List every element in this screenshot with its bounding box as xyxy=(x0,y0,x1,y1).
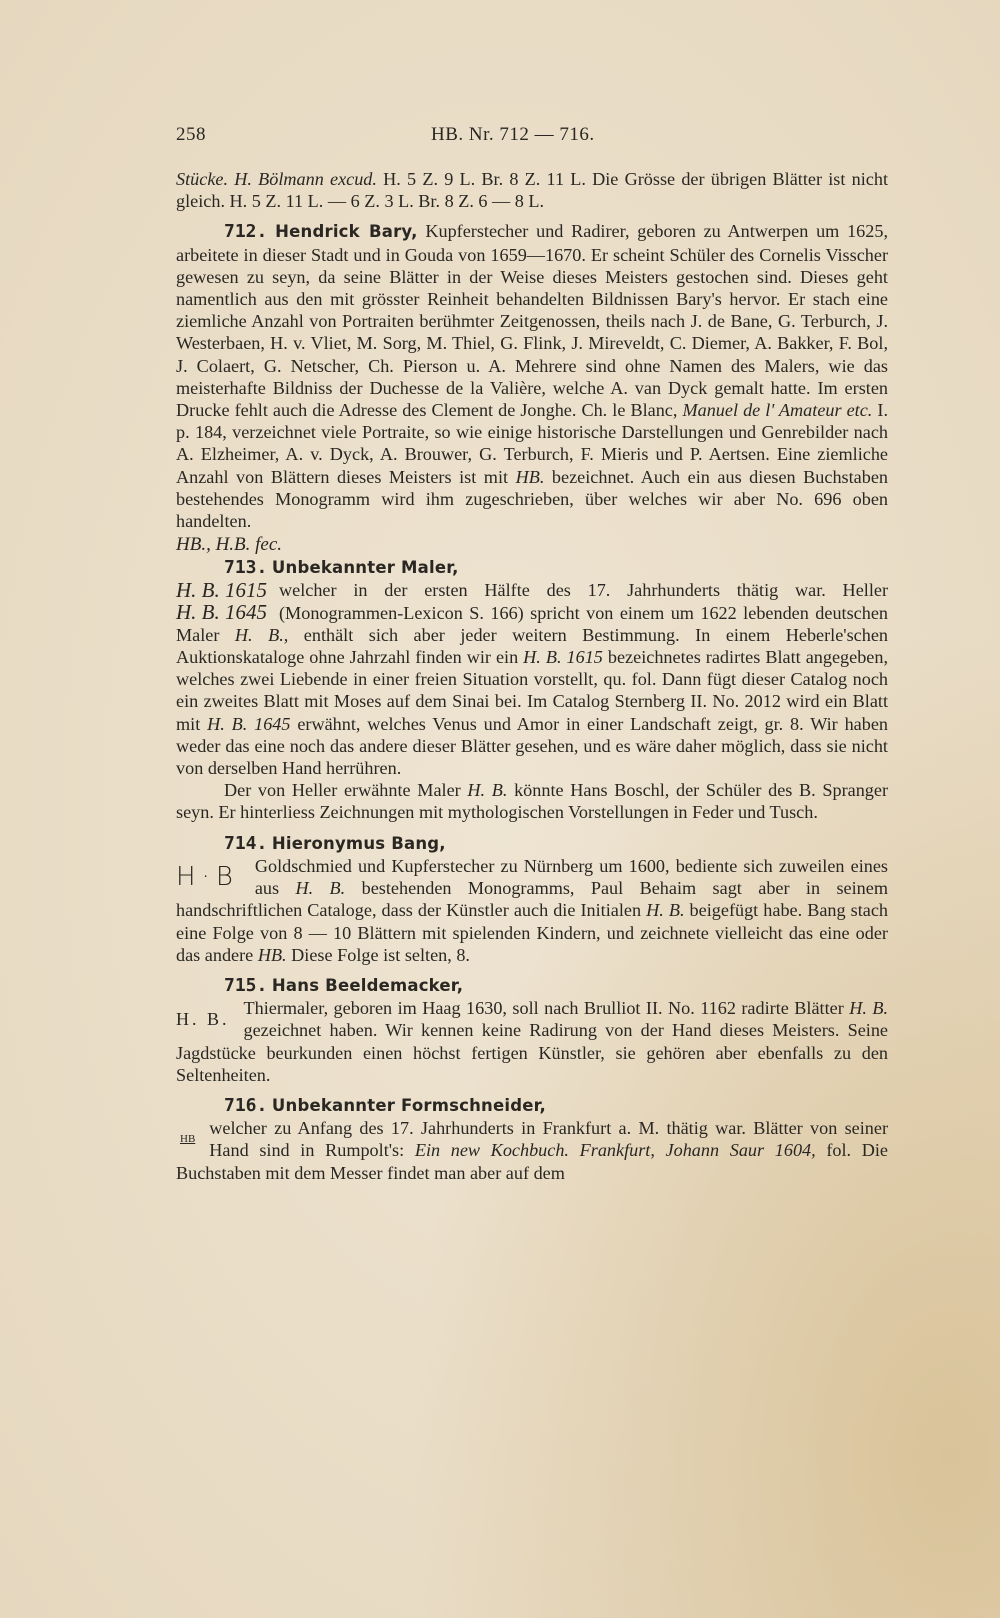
entry-text: I. p. 184, verzeichnet viele Portraite, so wie einige historische Darstellungen und Genrebilder nach A. Elzheimer, A. v. Dyck, A. Brouwer, G. Terburch, F. Mieris und P. Aertsen. Eine ziemliche Anzahl von Blättern dieses Meisters ist mit xyxy=(176,400,889,487)
entry-text: Der von Heller erwähnte Maler xyxy=(224,780,468,801)
entry-italic: H. B. xyxy=(646,900,685,921)
entry-text: Thiermaler, geboren im Haag 1630, soll nach Brulliot II. No. 1162 radirte Blätter xyxy=(243,998,850,1019)
entry-712 xyxy=(176,220,888,532)
entry-text: welcher zu Anfang des 17. Jahrhunderts in Frankfurt a. M. thätig war. Blätter von seiner Hand sind in Rumpolt's: xyxy=(209,1118,888,1161)
entry-713 xyxy=(176,556,888,579)
intro-text: H. 5 Z. 9 L. Br. 8 Z. 11 L. Die Grösse der übrigen Blätter ist nicht gleich. H. 5 Z. 11 L. — 6 Z. 3 L. Br. 8 Z. 6 — 8 L. xyxy=(176,169,888,212)
monogram-715: H. B. xyxy=(176,1009,230,1030)
entry-number: 715. xyxy=(224,974,268,996)
entry-715 xyxy=(176,974,888,997)
entry-italic: Ein new Kochbuch. Frankfurt, Johann Saur 1604, xyxy=(414,1140,816,1161)
entry-716-body xyxy=(176,1117,888,1184)
entry-715-body xyxy=(176,997,888,1086)
entry-italic: H. B. 1645 xyxy=(207,713,291,734)
body-text xyxy=(176,168,888,1184)
running-head: HB. Nr. 712 — 716. xyxy=(431,124,595,145)
entry-text: beigefügt habe. Bang stach eine Folge von 8 — 10 Blättern mit spielenden Kindern, und zeichnete vielleicht das eine oder das andere xyxy=(176,900,889,965)
entry-text: welcher in der ersten Hälfte des 17. Jahrhunderts thätig war. Heller (Monogrammen-Lexicon S. 166) spricht von einem um 1622 lebenden deutschen Maler xyxy=(176,580,888,645)
entry-714 xyxy=(176,832,888,855)
monogram-714: H·B xyxy=(176,861,239,892)
intro-paragraph xyxy=(176,168,888,212)
monogram-716: HB xyxy=(180,1133,196,1146)
entry-text: , enthält sich aber jeder weitern Bestimmung. In einem Heberle'schen Auktionskataloge ohne Jahrzahl finden wir ein xyxy=(176,624,888,668)
intro-italic: Stücke. H. Bölmann excud. xyxy=(176,169,377,189)
entry-italic: H. B. xyxy=(467,780,508,801)
monogram-713-b: H. B. 1645 xyxy=(176,600,267,625)
entry-number: 712. xyxy=(224,221,268,243)
page-header xyxy=(176,124,888,154)
entry-text: bestehenden Monogramms, Paul Behaim sagt aber in seinem handschriftlichen Cataloge, dass der Künstler auch die Initialen xyxy=(176,878,888,921)
entry-number: 714. xyxy=(224,832,268,854)
page-number: 258 xyxy=(176,124,206,145)
entry-italic: HB. xyxy=(257,944,287,965)
entry-714-body xyxy=(176,855,888,966)
entry-text: Kupferstecher und Radirer, geboren zu Antwerpen um 1625, arbeitete in dieser Stadt und in Gouda von 1659—1670. Er scheint Schüler des Cornelis Visscher gewesen zu seyn, da seine Blätter in der Weise dieses Meisters gestochen sind. Dieses geht namentlich aus den mit grösster Reinheit behandelten Bildnissen Bary's hervor. Er stach eine ziemliche Anzahl von Portraiten berühmter Zeitgenossen, theils nach J. de Bane, G. Terburch, J. Westerbaen, H. v. Vliet, M. Sorg, M. Thiel, G. Flink, J. Mireveldt, C. Diemer, A. Bakker, F. Bol, J. Colaert, G. Netscher, Ch. Pierson u. A. Mehrere sind ohne Namen des Malers, wie das meisterhafte Bildniss der Duchesse de la Valière, welche A. van Dyck gemalt hatte. Im ersten Drucke fehlt auch die Adresse des Clement de Jonghe. Ch. le Blanc, xyxy=(176,221,888,421)
entry-text: Diese Folge ist selten, 8. xyxy=(286,944,470,965)
entry-text: Goldschmied und Kupferstecher zu Nürnberg um 1600, bediente sich zuweilen eines aus xyxy=(254,855,888,899)
entry-713-para2 xyxy=(176,779,888,823)
entry-text: könnte Hans Boschl, der Schüler des B. Spranger seyn. Er hinterliess Zeichnungen mit mythologischen Vorstellungen in Feder und Tusch. xyxy=(176,780,889,823)
entry-text: fol. Die Buchstaben mit dem Messer findet man aber auf dem xyxy=(176,1140,888,1183)
entry-italic: H. B. 1615 xyxy=(523,647,603,668)
entry-716 xyxy=(176,1094,888,1117)
entry-italic: H. B. xyxy=(849,998,888,1019)
entry-text: bezeichnetes radirtes Blatt angegeben, welches zwei Liebende in einer freien Situation vorstellt, qu. fol. Dann fügt dieser Catalog noch ein zweites Blatt mit Moses auf dem Sinai bei. Im Catalog Sternberg II. No. 2012 wird ein Blatt mit xyxy=(176,647,888,734)
entry-text: bezeichnet. Auch ein aus diesen Buchstaben bestehendes Monogramm wird ihm zugeschrieben, über welches wir aber No. 696 oben handelten. xyxy=(176,466,889,532)
artist-name: Unbekannter Maler, xyxy=(271,558,459,578)
artist-name: Hans Beeldemacker, xyxy=(271,975,464,995)
entry-italic: H. B. xyxy=(295,878,346,899)
entry-italic: H. B. xyxy=(234,624,284,645)
entry-italic: Manuel de l' Amateur etc. xyxy=(682,400,873,421)
monogram-713-a: H. B. 1615 xyxy=(176,578,267,603)
monogram-713 xyxy=(176,579,267,623)
artist-name: Unbekannter Formschneider, xyxy=(271,1095,547,1115)
monogram-712: HB., H.B. fec. xyxy=(176,534,283,556)
entry-text: gezeichnet haben. Wir kennen keine Radirung von der Hand dieses Meisters. Seine Jagdstücke beurkunden einen höchst fertigen Künstler, sie gehören aber ebenfalls zu den Seltenheiten. xyxy=(176,1020,888,1085)
entry-713-body xyxy=(176,579,888,779)
entry-text: erwähnt, welches Venus und Amor in einer Landschaft zeigt, gr. 8. Wir haben weder das eine noch das andere dieser Blätter gesehen, und es wäre daher möglich, dass sie nicht von derselben Hand herrühren. xyxy=(176,713,888,779)
entry-number: 716. xyxy=(224,1094,268,1116)
artist-name: Hieronymus Bang, xyxy=(271,833,446,853)
entry-italic: HB. xyxy=(515,466,545,487)
entry-number: 713. xyxy=(224,557,268,579)
artist-name: Hendrick Bary, xyxy=(275,222,418,242)
